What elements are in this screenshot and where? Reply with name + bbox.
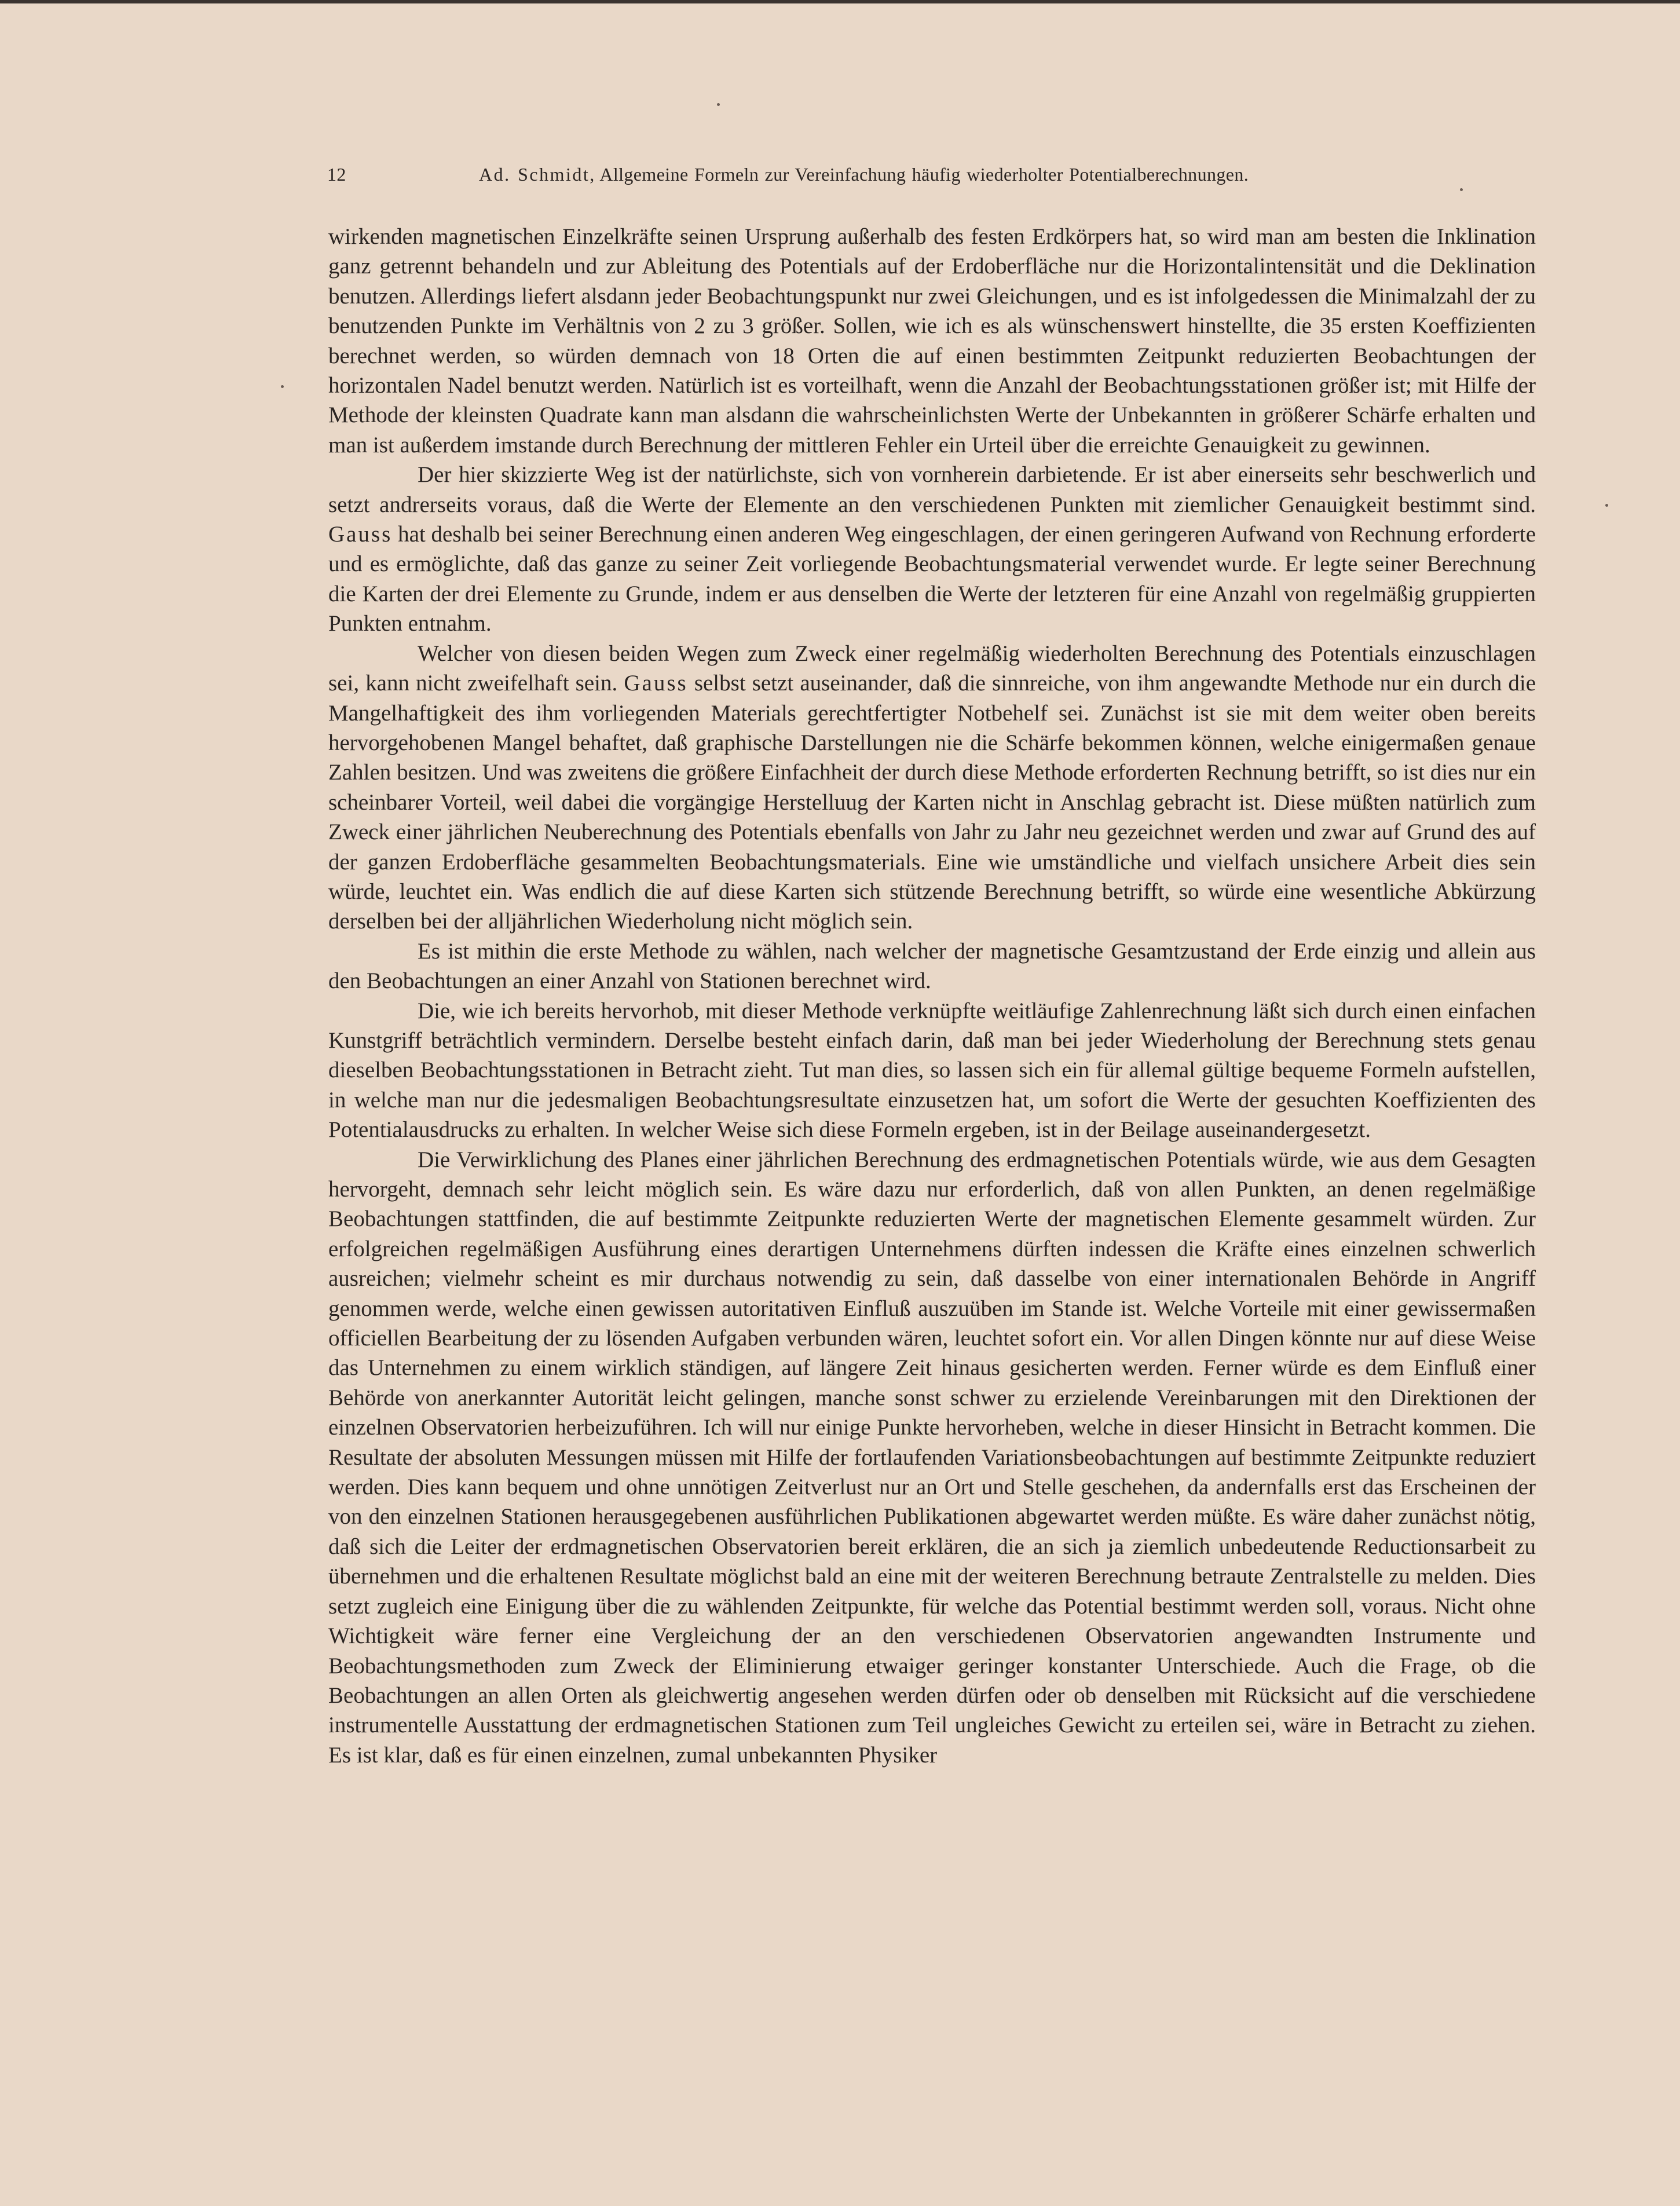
- paragraph-4: Es ist mithin die erste Methode zu wählen, nach welcher der magnetische Gesamtzustand der Erde einzig und allein aus den Beobachtungen an einer Anzahl von Stationen berechnet wird.: [328, 938, 1536, 994]
- page-number: 12: [327, 164, 346, 185]
- scan-speck: [1605, 504, 1608, 507]
- paragraph-2: [328, 460, 1536, 638]
- header-title: , Allgemeine Formeln zur Vereinfachung häufig wiederholter Potentialberechnungen.: [590, 164, 1249, 185]
- scan-speck: [1460, 188, 1463, 191]
- paragraph-3-part-b: selbst setzt auseinander, daß die sinnreiche, von ihm angewandte Methode nur ein durch die Mangelhaftigkeit des ihm vorliegenden Materials gerechtfertigter Notbehelf sei. Zunächst ist sie mit dem weiter oben bereits hervorgehobenen Mangel behaftet, daß graphische Darstellungen nie die Schärfe bekommen können, welche einigermaßen genaue Zahlen besitzen. Und was zweitens die größere Einfachheit der durch diese Methode erforderten Rechnung betrifft, so ist dies nur ein scheinbarer Vorteil, weil dabei die vorgängige Herstelluug der Karten nicht in Anschlag gebracht ist. Diese müßten natürlich zum Zweck einer jährlichen Neuberechnung des Potentials ebenfalls von Jahr zu Jahr neu gezeichnet werden und zwar auf Grund des auf der ganzen Erdoberfläche gesammelten Beobachtungsmaterials. Eine wie umständliche und vielfach unsichere Arbeit dies sein würde, leuchtet ein. Was endlich die auf diese Karten sich stützende Berechnung betrifft, so würde eine wesentliche Abkürzung derselben bei der alljährlichen Wiederholung nicht möglich sein.: [328, 671, 1536, 934]
- person-name-gauss-2: Gauss: [624, 671, 688, 696]
- paragraph-6: Die Verwirklichung des Planes einer jährlichen Berechnung des erdmagnetischen Potentials würde, wie aus dem Gesagten hervorgeht, demnach sehr leicht möglich sein. Es wäre dazu nur erforderlich, daß von allen Punkten, an denen regelmäßige Beobachtungen stattfinden, die auf bestimmte Zeitpunkte reduzierten Werte der magnetischen Elemente gesammelt würden. Zur erfolgreichen regelmäßigen Ausführung eines derartigen Unternehmens dürften indessen die Kräfte eines einzelnen schwerlich ausreichen; vielmehr scheint es mir durchaus notwendig zu sein, daß dasselbe von einer internationalen Behörde in Angriff genommen werde, welche einen gewissen autoritativen Einfluß auszuüben im Stande ist. Welche Vorteile mit einer gewissermaßen officiellen Bearbeitung der zu lösenden Aufgaben verbunden wären, leuchtet sofort ein. Vor allen Dingen könnte nur auf diese Weise das Unternehmen zu einem wirklich ständigen, auf längere Zeit hinaus gesicherten werden. Ferner würde es dem Einfluß einer Behörde von anerkannter Autorität leicht gelingen, manche sonst schwer zu erzielende Vereinbarungen mit den Direktionen der einzelnen Observatorien herbeizuführen. Ich will nur einige Punkte hervorheben, welche in dieser Hinsicht in Betracht kommen. Die Resultate der absoluten Messungen müssen mit Hilfe der fortlaufenden Variationsbeobachtungen auf bestimmte Zeitpunkte reduziert werden. Dies kann bequem und ohne unnötigen Zeitverlust nur an Ort und Stelle geschehen, da andernfalls erst das Erscheinen der von den einzelnen Stationen herausgegebenen ausführlichen Publikationen abgewartet werden müßte. Es wäre daher zunächst nötig, daß sich die Leiter der erdmagnetischen Observatorien bereit erklären, die an sich ja ziemlich unbedeutende Reductionsarbeit zu übernehmen und die erhaltenen Resultate möglichst bald an eine mit der weiteren Berechnung betraute Zentralstelle zu melden. Dies setzt zugleich eine Einigung über die zu wählenden Zeitpunkte, für welche das Potential bestimmt werden soll, voraus. Nicht ohne Wichtigkeit wäre ferner eine Vergleichung der an den verschiedenen Observatorien angewandten Instrumente und Beobachtungsmethoden zum Zweck der Eliminierung etwaiger geringer konstanter Unterschiede. Auch die Frage, ob die Beobachtungen an allen Orten als gleichwertig angesehen werden dürfen oder ob denselben mit Rücksicht auf die verschiedene instrumentelle Ausstattung der erdmagnetischen Stationen zum Teil ungleiches Gewicht zu erteilen sei, wäre in Betracht zu ziehen. Es ist klar, daß es für einen einzelnen, zumal unbekannten Physiker: [328, 1147, 1536, 1768]
- body-text: [328, 222, 1536, 1770]
- paragraph-1: wirkenden magnetischen Einzelkräfte seinen Ursprung außerhalb des festen Erdkörpers hat, so wird man am besten die Inklination ganz getrennt behandeln und zur Ableitung des Potentials auf der Erdoberfläche nur die Horizontalintensität und die Deklination benutzen. Allerdings liefert alsdann jeder Beobachtungspunkt nur zwei Gleichungen, und es ist infolgedessen die Minimalzahl der zu benutzenden Punkte im Verhältnis von 2 zu 3 größer. Sollen, wie ich es als wünschenswert hinstellte, die 35 ersten Koeffizienten berechnet werden, so würden demnach von 18 Orten die auf einen bestimmten Zeitpunkt reduzierten Beobachtungen der horizontalen Nadel benutzt werden. Natürlich ist es vorteilhaft, wenn die Anzahl der Beobachtungsstationen größer ist; mit Hilfe der Methode der kleinsten Quadrate kann man alsdann die wahrscheinlichsten Werte der Unbekannten in größerer Schärfe erhalten und man ist außerdem imstande durch Berechnung der mittleren Fehler ein Urteil über die erreichte Genauigkeit zu gewinnen.: [328, 224, 1536, 458]
- paragraph-2-part-a: Der hier skizzierte Weg ist der natürlichste, sich von vornherein darbietende. Er ist aber einerseits sehr beschwerlich und setzt andrerseits voraus, daß die Werte der Elemente an den verschiedenen Punkten mit ziemlicher Genauigkeit bestimmt sind.: [328, 462, 1536, 517]
- paragraph-3: [328, 639, 1536, 936]
- paragraph-2-part-b: hat deshalb bei seiner Berechnung einen anderen Weg eingeschlagen, der einen geringeren Aufwand von Rechnung erforderte und es ermöglichte, daß das ganze zu seiner Zeit vorliegende Beobachtungsmaterial verwendet wurde. Er legte seiner Berechnung die Karten der drei Elemente zu Grunde, indem er aus denselben die Werte der letzteren für eine Anzahl von regelmäßig gruppierten Punkten entnahm.: [328, 522, 1536, 636]
- paragraph-5: Die, wie ich bereits hervorhob, mit dieser Methode verknüpfte weitläufige Zahlenrechnung läßt sich durch einen einfachen Kunstgriff beträchtlich vermindern. Derselbe besteht einfach darin, daß man bei jeder Wiederholung der Berechnung stets genau dieselben Beobachtungsstationen in Betracht zieht. Tut man dies, so lassen sich ein für allemal gültige bequeme Formeln aufstellen, in welche man nur die jedesmaligen Beobachtungsresultate einzusetzen hat, um sofort die Werte der gesuchten Koeffizienten des Potentialausdrucks zu erhalten. In welcher Weise sich diese Formeln ergeben, ist in der Beilage auseinandergesetzt.: [328, 998, 1536, 1143]
- scan-speck: [717, 103, 720, 106]
- header-author: Ad. Schmidt: [479, 164, 590, 185]
- person-name-gauss: Gauss: [328, 522, 393, 547]
- scan-speck: [281, 385, 284, 388]
- scan-top-edge: [0, 0, 1680, 3]
- running-title: [479, 164, 1249, 185]
- running-header: [327, 164, 1381, 193]
- paragraph-3-part-a: Welcher von diesen beiden Wegen zum Zweck einer regelmäßig wiederholten Berechnung des Potentials einzuschlagen sei, kann nicht zweifelhaft sein.: [328, 641, 1536, 696]
